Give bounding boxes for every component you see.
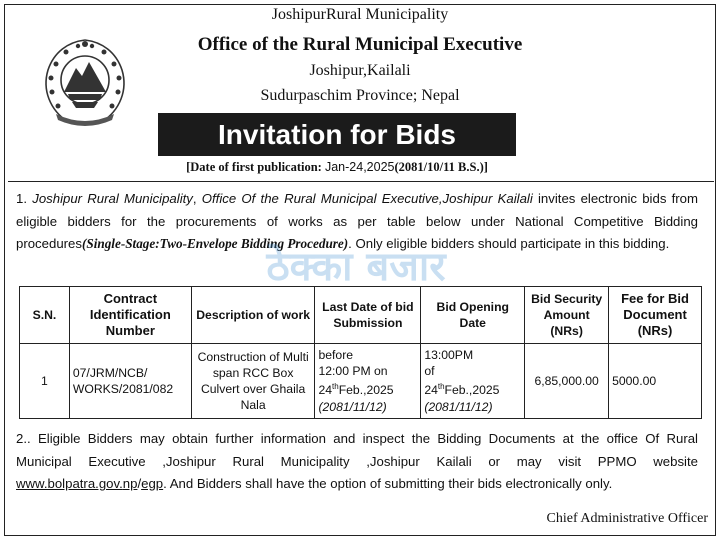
nepal-emblem-icon (42, 36, 128, 128)
publication-date (158, 160, 516, 175)
office-location: Joshipur,Kailali (309, 62, 411, 79)
opening-line-1: 13:00PM (424, 348, 474, 363)
org-name: Joshipur Rural Municipality (32, 191, 193, 206)
header-sn: S.N. (20, 287, 70, 344)
province-line: Sudurpaschim Province; Nepal (260, 87, 460, 104)
row-opening-date (421, 344, 525, 419)
link-slash: / (137, 476, 142, 491)
header-fee: Fee for Bid Document (NRs) (609, 287, 702, 344)
header-bid-security: Bid Security Amount (NRs) (525, 287, 609, 344)
org-comma: , (192, 191, 202, 206)
header-opening-date: Bid Opening Date (421, 287, 525, 344)
ppmo-link-np[interactable]: np (122, 476, 138, 491)
row-description: Construction of Multi span RCC Box Culvert over Ghaila Nala (191, 344, 315, 419)
ppmo-link-egp[interactable]: egp (141, 476, 164, 491)
table-row (20, 344, 702, 419)
header-description: Description of work (191, 287, 315, 344)
last-date-line-1: before (318, 348, 354, 363)
last-date-line-2: 12:00 PM on (318, 364, 388, 379)
paragraph-2 (16, 428, 698, 496)
opening-bs: (2081/11/12) (424, 399, 493, 414)
row-contract-id: 07/JRM/NCB/ WORKS/2081/082 (69, 344, 191, 419)
row-bid-security: 6,85,000.00 (525, 344, 609, 419)
publication-date-bs: (2081/10/11 B.S.)] (394, 160, 488, 174)
opening-line-2: of (424, 364, 435, 379)
header-last-date: Last Date of bid Submission (315, 287, 421, 344)
paragraph-1-text: invites electronic bids from eligible bidders for the procurements of works as per table below under National Competitive Bidding procedures (16, 191, 698, 251)
municipality-name: JoshipurRural Municipality (271, 6, 449, 23)
paragraph-1-number: 1. (16, 191, 33, 206)
bidding-procedure: (Single-Stage:Two-Envelope Bidding Procedure) (81, 236, 349, 251)
office-name: Office Of the Rural Municipal Executive,Joshipur Kailali (201, 191, 533, 206)
paragraph-2-text: 2.. Eligible Bidders may obtain further information and inspect the Bidding Documents at the office Of Rural Municipal Executive ,Joshipur Rural Municipality ,Joshipur Kailali or may visit PPMO website (16, 431, 698, 469)
paragraph-2-end: . And Bidders shall have the option of submitting their bids electronically only. (163, 476, 613, 491)
last-date-day: 24 (318, 383, 333, 398)
header-divider (8, 181, 714, 182)
row-sn: 1 (20, 344, 70, 419)
row-fee: 5000.00 (609, 344, 702, 419)
last-date-sup: th (332, 382, 339, 392)
last-date-rest: Feb.,2025 (338, 383, 394, 398)
office-title: Office of the Rural Municipal Executive (197, 34, 523, 55)
watermark-text: ठेक्का बजार (266, 244, 446, 290)
paragraph-1-end: . Only eligible bidders should participate in this bidding. (348, 236, 670, 251)
last-date-bs: (2081/11/12) (318, 399, 387, 414)
publication-prefix: [Date of first publication: (186, 160, 325, 174)
row-last-date (315, 344, 421, 419)
invitation-banner: Invitation for Bids (158, 113, 516, 156)
opening-sup: th (437, 382, 445, 392)
opening-rest: Feb.,2025 (444, 383, 500, 398)
table-header-row (20, 287, 702, 344)
opening-day: 24 (424, 383, 438, 398)
header-contract-id: Contract Identification Number (69, 287, 191, 344)
signature: Chief Administrative Officer (546, 511, 708, 526)
publication-date-value: Jan-24,2025 (324, 160, 395, 174)
bids-table (19, 286, 702, 419)
ppmo-link[interactable]: www.bolpatra.gov. (16, 476, 123, 491)
